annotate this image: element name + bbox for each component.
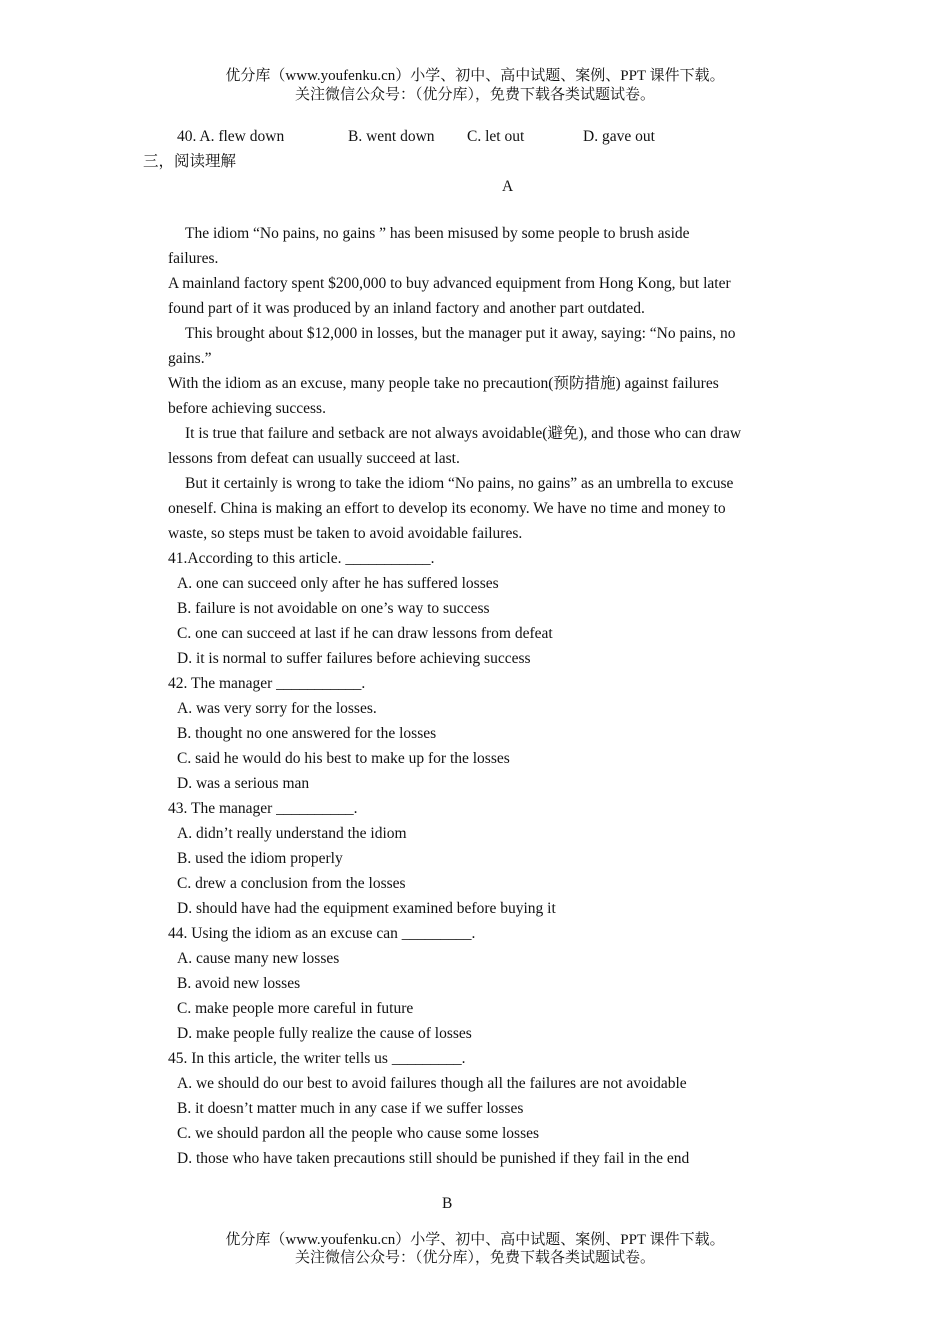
question-option: A. didn’t really understand the idiom [177,825,407,842]
question-option: D. it is normal to suffer failures before achieving success [177,650,531,667]
passage-a-line: found part of it was produced by an inland factory and another part outdated. [168,300,645,317]
passage-a-line: This brought about $12,000 in losses, but the manager put it away, saying: “No pains, no [185,325,736,342]
q40-option-a: 40. A. flew down [177,128,285,145]
page-footer-line1: 优分库（www.youfenku.cn）小学、初中、高中试题、案例、PPT 课件下载。 [225,1232,725,1248]
page-header-line2: 关注微信公众号：（优分库），免费下载各类试题试卷。 [294,87,655,103]
passage-a-line: failures. [168,250,219,267]
passage-a-line: oneself. China is making an effort to develop its economy. We have no time and money to [168,500,726,517]
passage-a-line: gains.” [168,350,212,367]
question-stem: 45. In this article, the writer tells us _________. [168,1050,466,1067]
passage-a-line: It is true that failure and setback are not always avoidable(避免), and those who can draw [185,425,742,442]
passage-a-line: With the idiom as an excuse, many people take no precaution(预防措施) against failures [168,375,719,392]
q40-option-d: D. gave out [583,128,655,145]
q40-option-b: B. went down [348,128,435,145]
passage-a-line: lessons from defeat can usually succeed at last. [168,450,460,467]
question-option: B. thought no one answered for the losses [177,725,437,742]
page-header-line1: 优分库（www.youfenku.cn）小学、初中、高中试题、案例、PPT 课件下载。 [225,68,725,84]
question-option: A. was very sorry for the losses. [177,700,377,717]
question-stem: 44. Using the idiom as an excuse can _________. [168,925,476,942]
question-option: D. those who have taken precautions still should be punished if they fail in the end [177,1150,690,1167]
passage-a-line: A mainland factory spent $200,000 to buy advanced equipment from Hong Kong, but later [168,275,731,292]
question-option: D. should have had the equipment examined before buying it [177,900,556,917]
passage-a-line: before achieving success. [168,400,326,417]
question-stem: 43. The manager __________. [168,800,358,817]
question-option: B. used the idiom properly [177,850,343,867]
question-stem: 41.According to this article. ___________. [168,550,435,567]
question-option: A. cause many new losses [177,950,340,967]
question-option: C. make people more careful in future [177,1000,414,1017]
passage-a-line: The idiom “No pains, no gains ” has been misused by some people to brush aside [185,225,690,242]
question-option: B. avoid new losses [177,975,301,992]
passage-a-line: But it certainly is wrong to take the idiom “No pains, no gains” as an umbrella to excuse [185,475,734,492]
page-footer-line2: 关注微信公众号：（优分库），免费下载各类试题试卷。 [294,1250,655,1266]
q40-option-c: C. let out [467,128,525,145]
question-option: A. we should do our best to avoid failures though all the failures are not avoidable [177,1075,687,1092]
passage-b-label: B [442,1195,453,1212]
section-title: 三，阅读理解 [143,153,237,170]
question-option: C. we should pardon all the people who cause some losses [177,1125,540,1142]
question-option: A. one can succeed only after he has suffered losses [177,575,499,592]
question-option: C. said he would do his best to make up for the losses [177,750,510,767]
question-option: B. failure is not avoidable on one’s way to success [177,600,490,617]
question-option: D. was a serious man [177,775,310,792]
passage-a-line: waste, so steps must be taken to avoid avoidable failures. [168,525,523,542]
question-option: C. one can succeed at last if he can draw lessons from defeat [177,625,553,642]
question-option: B. it doesn’t matter much in any case if we suffer losses [177,1100,524,1117]
question-option: C. drew a conclusion from the losses [177,875,406,892]
question-option: D. make people fully realize the cause of losses [177,1025,472,1042]
passage-a-label: A [502,178,514,195]
question-stem: 42. The manager ___________. [168,675,366,692]
